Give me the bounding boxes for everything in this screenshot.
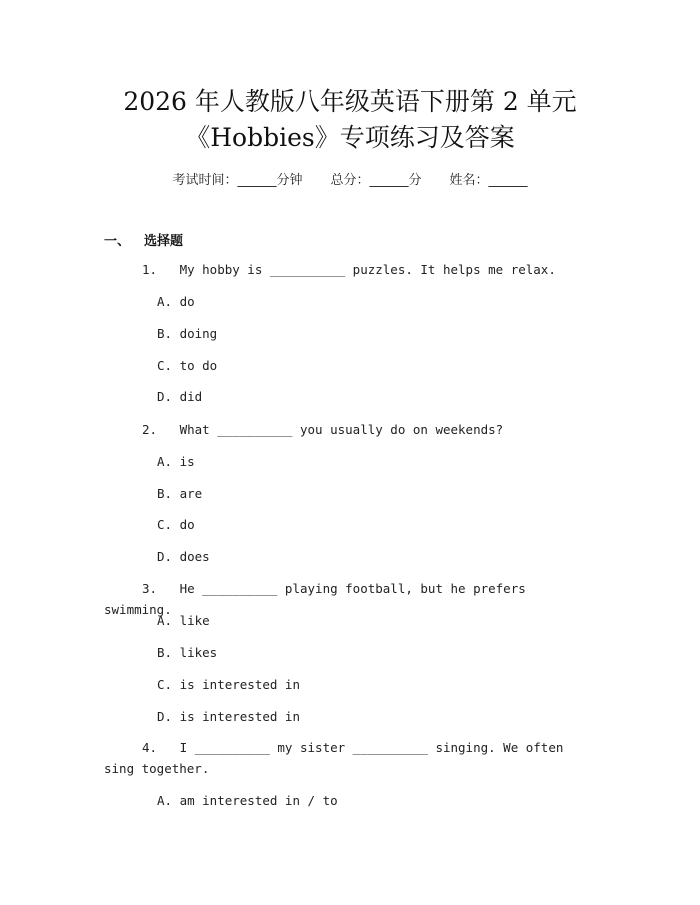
- option-1a: A. do: [157, 294, 195, 309]
- question-1: [104, 259, 574, 280]
- option-3b: B. likes: [157, 645, 218, 660]
- option-2b: B. are: [157, 486, 203, 501]
- question-number: 1.: [141, 262, 157, 277]
- section-label: 选择题: [144, 234, 184, 249]
- option-1d: D. did: [157, 389, 203, 404]
- question-text: What __________ you usually do on weekends?: [179, 422, 504, 437]
- section-heading: [104, 230, 183, 249]
- option-2a: A. is: [157, 454, 195, 469]
- document-title-line-1: 2026 年人教版八年级英语下册第 2 单元: [123, 87, 577, 116]
- option-3d: D. is interested in: [157, 709, 300, 724]
- question-text: I __________ my sister __________ singing. We often sing together.: [104, 740, 564, 776]
- option-1b: B. doing: [157, 326, 218, 341]
- option-3c: C. is interested in: [157, 677, 300, 692]
- option-4a: A. am interested in / to: [157, 793, 338, 808]
- student-name: 姓名：______: [449, 173, 528, 188]
- question-number: 3.: [141, 581, 157, 596]
- option-1c: C. to do: [157, 358, 218, 373]
- option-3a: A. like: [157, 613, 210, 628]
- question-text: My hobby is __________ puzzles. It helps me relax.: [179, 262, 556, 277]
- question-number: 4.: [141, 740, 157, 755]
- total-score: 总分：______分: [330, 173, 422, 188]
- exam-meta: [0, 169, 700, 188]
- section-number: 一、: [104, 234, 131, 249]
- option-2d: D. does: [157, 549, 210, 564]
- question-4: [104, 737, 574, 779]
- question-number: 2.: [141, 422, 157, 437]
- question-2: [104, 419, 574, 440]
- option-2c: C. do: [157, 517, 195, 532]
- document-title-line-2: 《Hobbies》专项练习及答案: [185, 123, 515, 152]
- exam-time: 考试时间：______分钟: [172, 173, 303, 188]
- question-text: He __________ playing football, but he prefers swimming.: [104, 581, 526, 617]
